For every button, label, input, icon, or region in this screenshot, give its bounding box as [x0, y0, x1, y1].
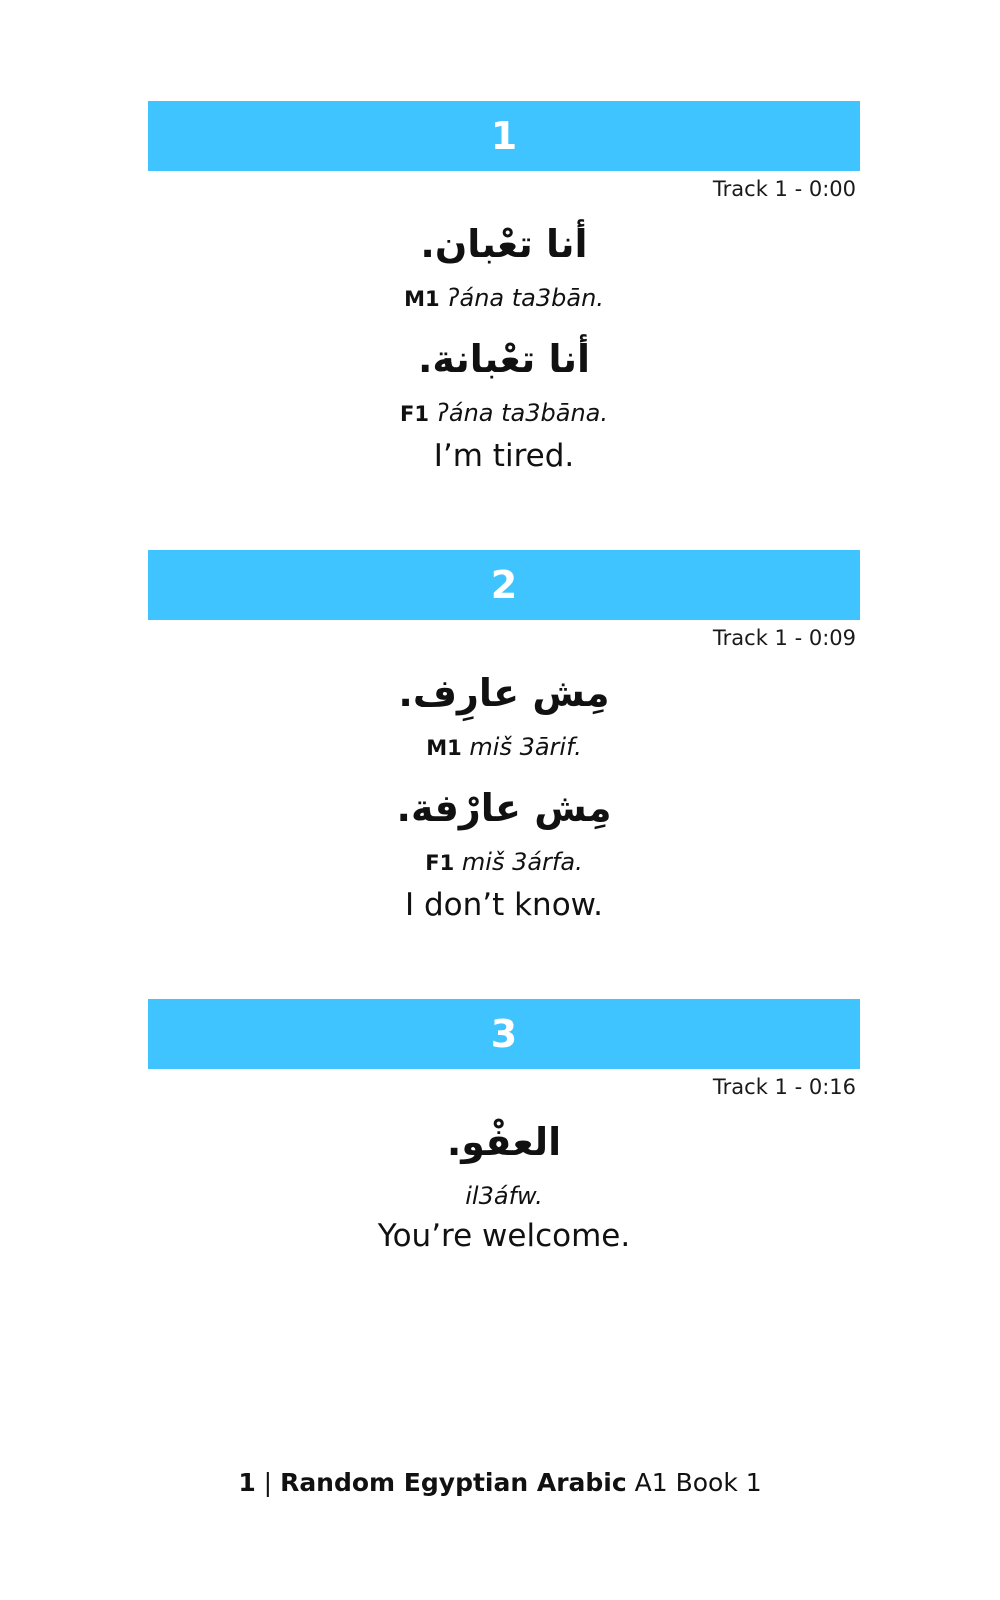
- english-translation: I’m tired.: [433, 438, 575, 474]
- english-translation: I don’t know.: [404, 887, 604, 923]
- arabic-phrase: العفْو.: [446, 1120, 562, 1164]
- transliteration-line: [148, 1179, 860, 1213]
- transliteration-line: [148, 845, 860, 880]
- transliteration-text: ʔána ta3bāna.: [436, 399, 608, 427]
- arabic-phrase: أنا تعْبانة.: [417, 337, 591, 381]
- transliteration-line: [148, 396, 860, 431]
- page-number: 1: [238, 1468, 256, 1497]
- page-footer: [0, 1468, 1000, 1497]
- transliteration-text: miš 3árfa.: [461, 848, 583, 876]
- transliteration-text: ʔána ta3bān.: [447, 284, 604, 312]
- book-title-bold: Random Egyptian Arabic: [280, 1468, 627, 1497]
- track-timestamp[interactable]: Track 1 - 0:16: [712, 1075, 856, 1099]
- transliteration-text: il3áfw.: [465, 1182, 543, 1210]
- transliteration-line: [148, 730, 860, 765]
- entry-2: [148, 550, 860, 926]
- entry-number: 3: [490, 1012, 518, 1056]
- track-timestamp[interactable]: Track 1 - 0:00: [712, 177, 856, 201]
- entry-1: [148, 101, 860, 477]
- speaker-label: M1: [404, 287, 440, 311]
- entry-number-banner: [148, 999, 860, 1069]
- entry-number: 2: [490, 563, 518, 607]
- entry-number-banner: [148, 101, 860, 171]
- speaker-label: F1: [425, 851, 455, 875]
- english-translation: You’re welcome.: [377, 1218, 631, 1254]
- footer-separator: |: [263, 1468, 273, 1497]
- speaker-label: M1: [426, 736, 462, 760]
- book-title-rest: A1 Book 1: [634, 1468, 762, 1497]
- track-timestamp[interactable]: Track 1 - 0:09: [712, 626, 856, 650]
- arabic-phrase: مِش عارْفة.: [396, 786, 612, 830]
- speaker-label: F1: [400, 402, 429, 426]
- transliteration-text: miš 3ārif.: [469, 733, 582, 761]
- arabic-phrase: أنا تعْبان.: [420, 222, 588, 266]
- entry-number-banner: [148, 550, 860, 620]
- entry-number: 1: [490, 114, 518, 158]
- transliteration-line: [148, 281, 860, 316]
- arabic-phrase: مِش عارِف.: [398, 671, 610, 715]
- entry-3: [148, 999, 860, 1257]
